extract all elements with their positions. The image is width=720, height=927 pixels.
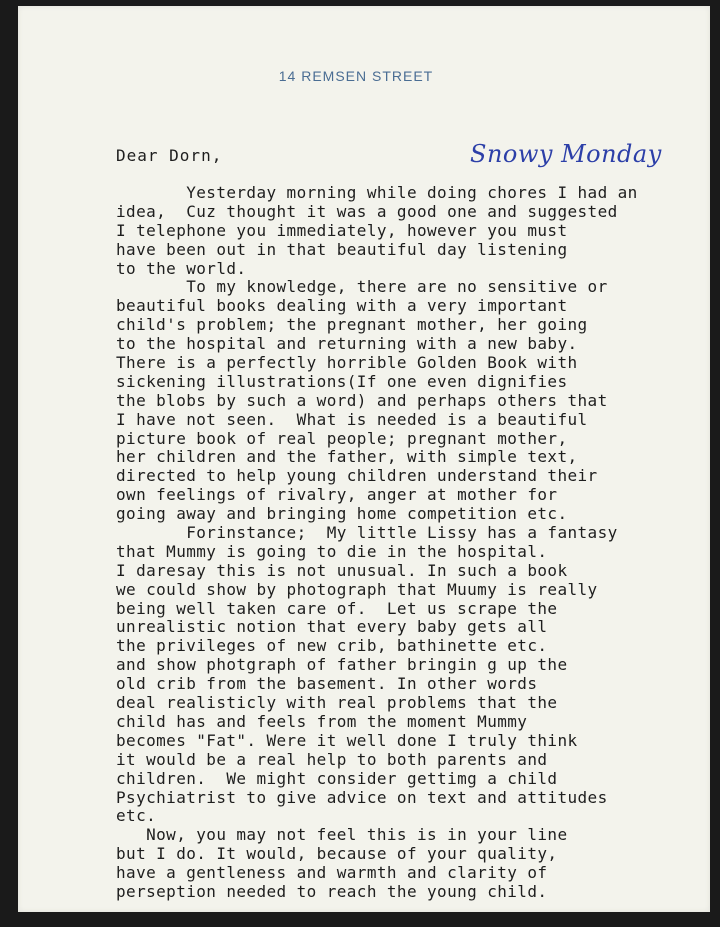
body-line: To my knowledge, there are no sensitive or <box>116 277 608 297</box>
body-line: I daresay this is not unusual. In such a book <box>116 560 568 580</box>
body-line: becomes "Fat". Were it well done I truly think <box>116 730 578 750</box>
body-line: to the hospital and returning with a new baby. <box>116 334 578 354</box>
body-line: have been out in that beautiful day listening <box>116 239 568 259</box>
body-line: directed to help young children understand their <box>116 466 598 486</box>
body-line: have a gentleness and warmth and clarity of <box>116 863 548 883</box>
body-line: the blobs by such a word) and perhaps others that <box>116 390 608 410</box>
body-line: There is a perfectly horrible Golden Book with <box>116 353 578 373</box>
letterhead-address: 14 REMSEN STREET <box>278 68 434 84</box>
body-line: it would be a real help to both parents and <box>116 749 548 769</box>
body-line: that Mummy is going to die in the hospital. <box>116 541 548 561</box>
handwritten-date-note: Snowy Monday <box>470 140 662 168</box>
body-line: beautiful books dealing with a very important <box>116 296 568 316</box>
salutation: Dear Dorn, <box>116 146 223 165</box>
body-line: we could show by photograph that Muumy is really <box>116 579 598 599</box>
body-line: her children and the father, with simple text, <box>116 447 578 467</box>
body-line: the privileges of new crib, bathinette etc. <box>116 636 548 656</box>
letter-body <box>116 184 706 902</box>
body-line: children. We might consider gettimg a child <box>116 768 558 788</box>
body-line: perseption needed to reach the young child. <box>116 881 548 901</box>
body-line: deal realisticly with real problems that the <box>116 693 558 713</box>
body-line: sickening illustrations(If one even dignifies <box>116 371 568 391</box>
body-line: to the world. <box>116 258 247 278</box>
letter-page <box>18 6 710 912</box>
body-line: picture book of real people; pregnant mother, <box>116 428 568 448</box>
body-line: I have not seen. What is needed is a beautiful <box>116 409 588 429</box>
body-line: Psychiatrist to give advice on text and attitudes <box>116 787 608 807</box>
body-line: I telephone you immediately, however you must <box>116 220 568 240</box>
body-line: but I do. It would, because of your quality, <box>116 844 558 864</box>
body-line: old crib from the basement. In other words <box>116 674 538 694</box>
body-line: child has and feels from the moment Mummy <box>116 711 528 731</box>
body-line: and show photgraph of father bringin g up the <box>116 655 568 675</box>
body-line: Now, you may not feel this is in your line <box>116 825 568 845</box>
body-line: Forinstance; My little Lissy has a fantasy <box>116 523 618 543</box>
body-line: Yesterday morning while doing chores I had an <box>116 183 638 202</box>
body-line: being well taken care of. Let us scrape the <box>116 598 558 618</box>
body-line: unrealistic notion that every baby gets all <box>116 617 548 637</box>
body-line: own feelings of rivalry, anger at mother for <box>116 485 558 505</box>
body-line: child's problem; the pregnant mother, her going <box>116 315 588 335</box>
body-line: etc. <box>116 806 157 826</box>
body-line: idea, Cuz thought it was a good one and suggested <box>116 201 618 221</box>
body-line: going away and bringing home competition etc. <box>116 504 568 524</box>
